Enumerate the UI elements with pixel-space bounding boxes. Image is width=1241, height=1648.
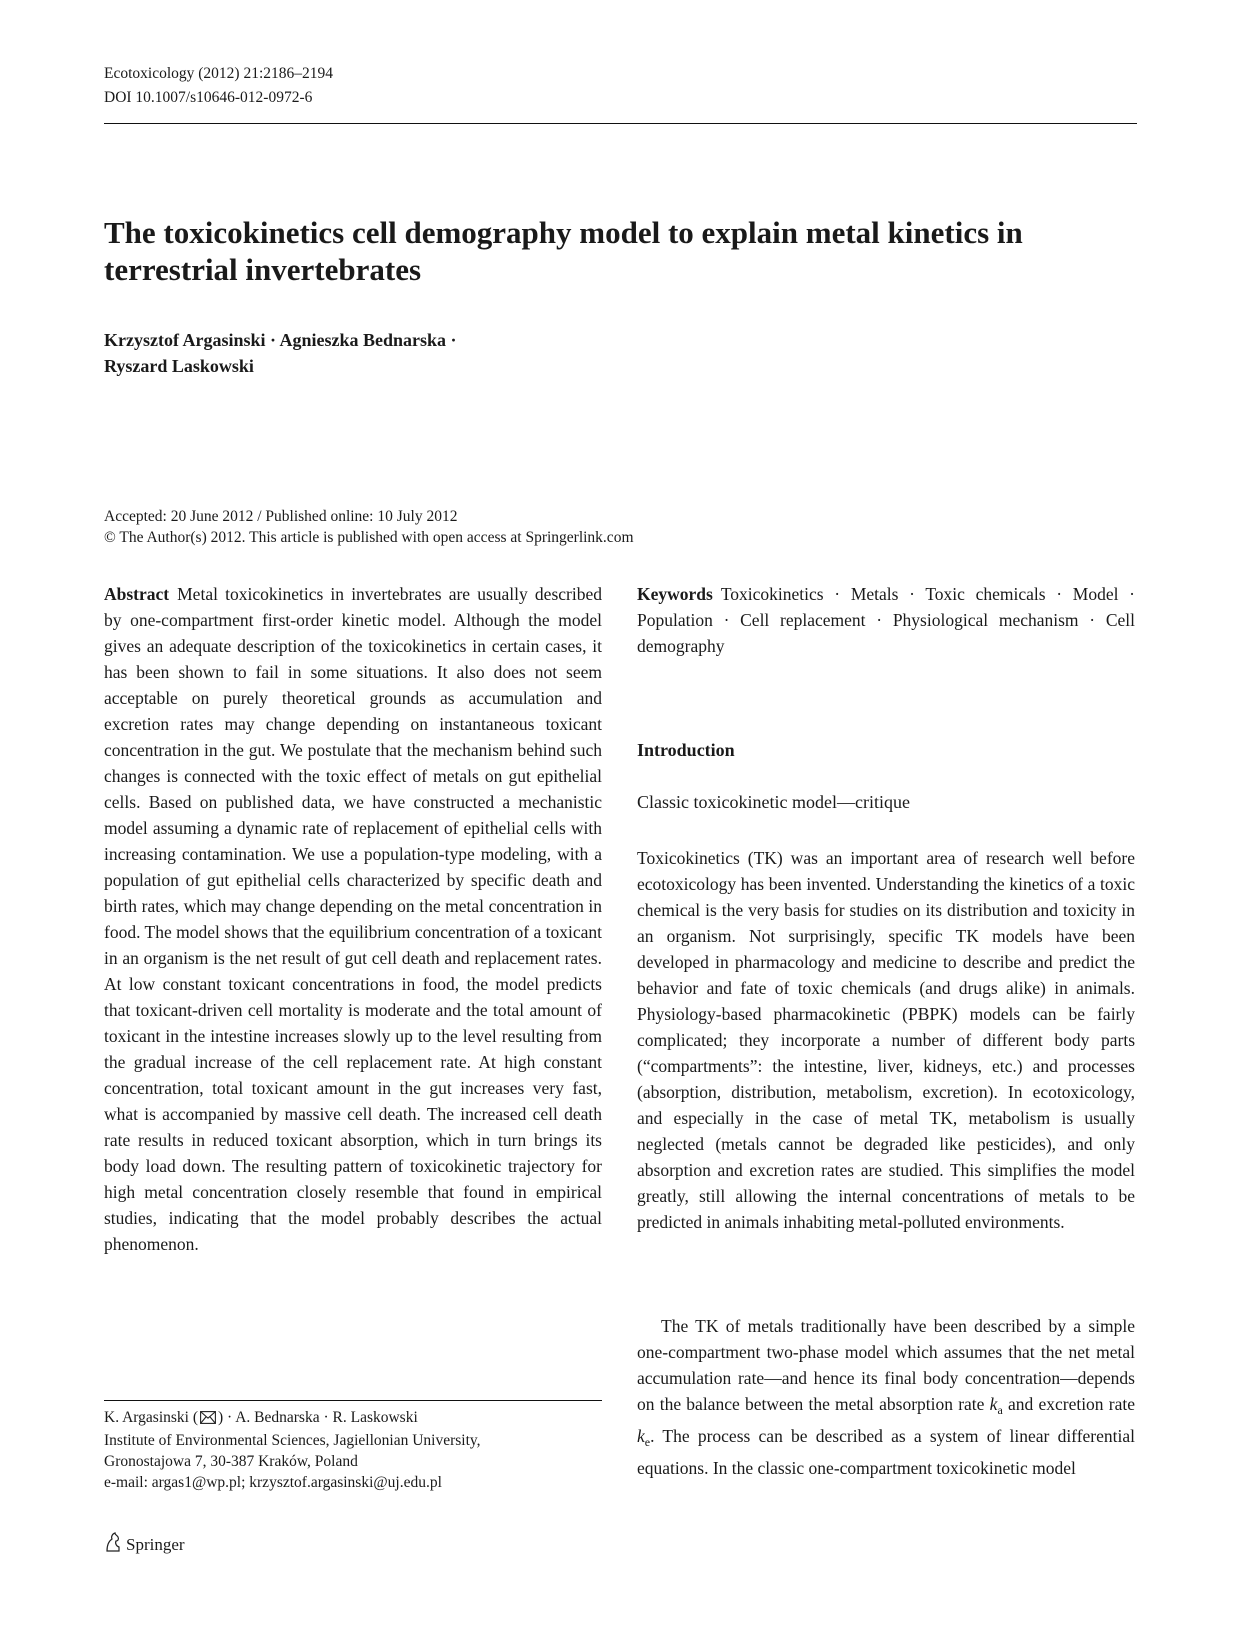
journal-citation: Ecotoxicology (2012) 21:2186–2194 [104,65,334,82]
subsection-heading: Classic toxicokinetic model—critique [637,792,910,812]
ka-symbol: $k_a$ [989,1394,1003,1417]
springer-horse-icon [104,1532,122,1557]
ke-symbol: $k_e$ [637,1426,651,1449]
affiliation-institute: Institute of Environmental Sciences, Jagiellonian University, [104,1432,481,1449]
header-rule [104,123,1137,124]
publisher-mark [104,1532,185,1557]
authors-line-1: Krzysztof Argasinski · Agnieszka Bednarska · [104,330,457,350]
abstract [104,581,602,1257]
abstract-label: Abstract [104,584,170,604]
author-affiliation [104,1407,481,1493]
para2-end: . The process can be described as a system of linear differential equations. In the classic one-compartment toxicokinetic model [637,1426,1135,1478]
intro-paragraph-1: Toxicokinetics (TK) was an important area of research well before ecotoxicology has been invented. Understanding the kinetics of a toxic chemical is the very basis for studies on its distribution and toxicity in an organism. Not surprisingly, specific TK models have been developed in pharmacology and medicine to describe and predict the behavior and fate of toxic chemicals (and drugs alike) in animals. Physiology-based pharmacokinetic (PBPK) models can be fairly complicated; they incorporate a number of different body parts (“compartments”: the intestine, liver, kidneys, etc.) and processes (absorption, distribution, metabolism, excretion). In ecotoxicology, and especially in the case of metal TK, metabolism is usually neglected (metals cannot be degraded like pesticides), and only absorption and excretion rates are studied. This simplifies the model greatly, still allowing the internal concentrations of metals to be predicted in animals inhabiting metal-polluted environments. [637,848,1135,1232]
footnote-rule [104,1400,602,1401]
keywords-label: Keywords [637,584,713,604]
keywords-text: Toxicokinetics · Metals · Toxic chemicals · Model · Population · Cell replacement · Physiological mechanism · Cell demography [637,584,1135,656]
copyright-notice: © The Author(s) 2012. This article is published with open access at Springerlink.com [104,529,634,546]
abstract-text: Metal toxicokinetics in invertebrates are usually described by one-compartment first-order kinetic model. Although the model gives an adequate description of the toxicokinetics in certain cases, it has been shown to fail in some situations. It also does not seem acceptable on purely theoretical grounds as accumulation and excretion rates may change depending on instantaneous toxicant concentration in the gut. We postulate that the mechanism behind such changes is connected with the toxic effect of metals on gut epithelial cells. Based on published data, we have constructed a mechanistic model assuming a dynamic rate of replacement of epithelial cells with increasing contamination. We use a population-type modeling, with a population of gut epithelial cells characterized by specific death and birth rates, which may change depending on the metal concentration in food. The model shows that the equilibrium concentration of a toxicant in an organism is the net result of gut cell death and replacement rates. At low constant toxicant concentrations in food, the model predicts that toxicant-driven cell mortality is moderate and the total amount of toxicant in the intestine increases slowly up to the level resulting from the gradual increase of the cell replacement rate. At high constant concentration, total toxicant amount in the gut increases very fast, what is accompanied by massive cell death. The increased cell death rate results in reduced toxicant absorption, which in turn brings its body load down. The resulting pattern of toxicokinetic trajectory for high metal concentration closely resemble that found in empirical studies, indicating that the model probably describes the actual phenomenon. [104,584,602,1254]
para2-start: The TK of metals traditionally have been described by a simple one-compartment two-phase model which assumes that the net metal accumulation rate—and hence its final body concentration—depends on the balance between the metal absorption rate [637,1316,1135,1414]
paper-title: The toxicokinetics cell demography model to explain metal kinetics in terrestrial invertebrates [104,215,1023,287]
publisher-name: Springer [126,1534,185,1554]
para2-mid: and excretion rate [1002,1394,1135,1414]
affiliation-email: e-mail: argas1@wp.pl; krzysztof.argasinski@uj.edu.pl [104,1474,442,1491]
accepted-published: Accepted: 20 June 2012 / Published online: 10 July 2012 [104,508,458,525]
keywords [637,581,1135,659]
envelope-icon [200,1409,216,1430]
publication-dates [104,506,634,548]
journal-header [104,62,333,110]
author-list [104,327,457,379]
section-heading-introduction: Introduction [637,740,735,760]
doi: DOI 10.1007/s10646-012-0972-6 [104,89,313,106]
authors-line-2: Ryszard Laskowski [104,356,254,376]
affiliation-names: K. Argasinski ( ) · A. Bednarska · R. Laskowski [104,1407,481,1430]
intro-paragraph-2 [637,1313,1135,1481]
affiliation-address: Gronostajowa 7, 30-387 Kraków, Poland [104,1453,358,1470]
